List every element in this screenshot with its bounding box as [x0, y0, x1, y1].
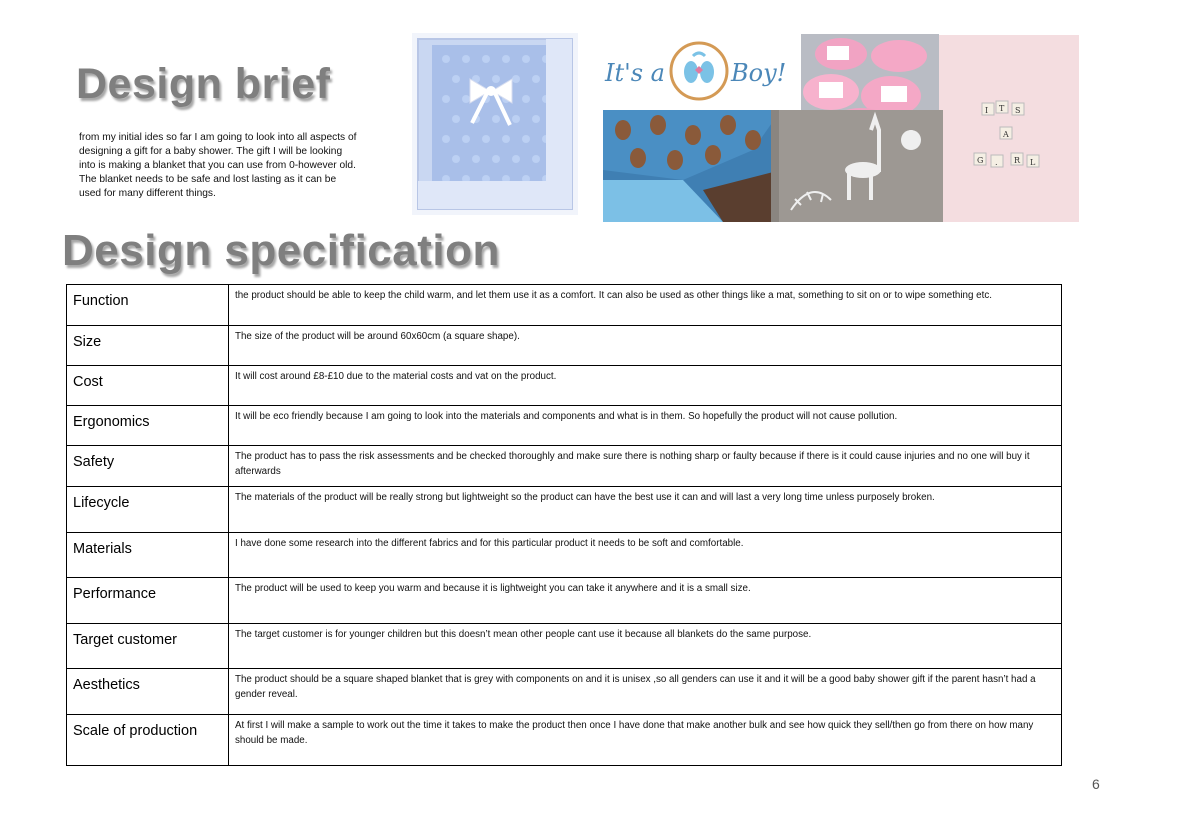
row-value: The product will be used to keep you warm and because it is lightweight you can take it anywhere and it is a small size.: [229, 578, 1062, 624]
row-value: It will be eco friendly because I am going to look into the materials and components and what is in them. So hopefully the product will not cause pollution.: [229, 406, 1062, 446]
svg-text:A: A: [1003, 130, 1009, 139]
svg-text:It's a: It's a: [605, 59, 665, 87]
row-value: The size of the product will be around 60x60cm (a square shape).: [229, 326, 1062, 366]
blue-blanket-image: [412, 33, 578, 215]
row-label: Ergonomics: [67, 406, 229, 446]
row-value: The product should be a square shaped blanket that is grey with components on and it is unisex ,so all genders can use it and it will be a good baby shower gift if the parent hasn’t had a gender reveal.: [229, 669, 1062, 715]
row-label: Aesthetics: [67, 669, 229, 715]
page-number: 6: [1092, 776, 1100, 792]
row-label: Materials: [67, 533, 229, 578]
svg-text:I: I: [985, 106, 989, 115]
row-label: Cost: [67, 366, 229, 406]
row-label: Size: [67, 326, 229, 366]
table-row: [67, 715, 1062, 766]
row-value: The product has to pass the risk assessments and be checked thoroughly and make sure there is nothing sharp or faulty because if there is it could cause injuries and no one will buy it afterwards: [229, 446, 1062, 487]
grey-giraffe-blanket-image: [771, 110, 943, 222]
row-label: Scale of production: [67, 715, 229, 766]
design-brief-text: from my initial ides so far I am going to look into all aspects of designing a gift for a baby shower. The gift I will be looking into is making a blanket that you can use from 0-however old. The blanket needs to be safe and lost lasting as it can be used for many different things.: [79, 132, 357, 200]
design-specification-title: Design specification: [62, 226, 500, 275]
owl-fabric-blanket-image: [603, 110, 781, 222]
table-row: [67, 669, 1062, 715]
svg-text:R: R: [1014, 156, 1021, 165]
table-row: [67, 326, 1062, 366]
row-value: The target customer is for younger children but this doesn’t mean other people cant use it because all blankets do the same purpose.: [229, 624, 1062, 669]
table-row: [67, 366, 1062, 406]
row-value: At first I will make a sample to work out the time it takes to make the product then once I have done that make another bulk and see how quick they sell/then go from there on how many should be made.: [229, 715, 1062, 766]
row-value: It will cost around £8-£10 due to the material costs and vat on the product.: [229, 366, 1062, 406]
row-label: Function: [67, 285, 229, 326]
design-brief-title: Design brief: [76, 60, 331, 108]
row-label: Safety: [67, 446, 229, 487]
its-a-boy-image: [603, 34, 801, 109]
svg-text:S: S: [1015, 106, 1021, 115]
row-value: I have done some research into the different fabrics and for this particular product it needs to be soft and comfortable.: [229, 533, 1062, 578]
table-row: [67, 285, 1062, 326]
row-label: Target customer: [67, 624, 229, 669]
svg-text:G: G: [977, 156, 984, 165]
table-row: [67, 487, 1062, 533]
row-value: The materials of the product will be really strong but lightweight so the product can have the best use it can and will last a very long time unless purposely broken.: [229, 487, 1062, 533]
design-specification-table: [66, 284, 1062, 766]
table-row: [67, 578, 1062, 624]
scrabble-tiles-its-a-girl-image: [939, 35, 1079, 222]
svg-text:T: T: [999, 104, 1005, 113]
svg-text:.: .: [995, 158, 998, 167]
table-row: [67, 446, 1062, 487]
table-row: [67, 533, 1062, 578]
svg-text:Boy!: Boy!: [731, 59, 787, 87]
row-value: the product should be able to keep the child warm, and let them use it as a comfort. It can also be used as other things like a mat, something to sit on or to wipe something etc.: [229, 285, 1062, 326]
row-label: Performance: [67, 578, 229, 624]
table-row: [67, 624, 1062, 669]
svg-text:L: L: [1030, 158, 1036, 167]
row-label: Lifecycle: [67, 487, 229, 533]
table-row: [67, 406, 1062, 446]
